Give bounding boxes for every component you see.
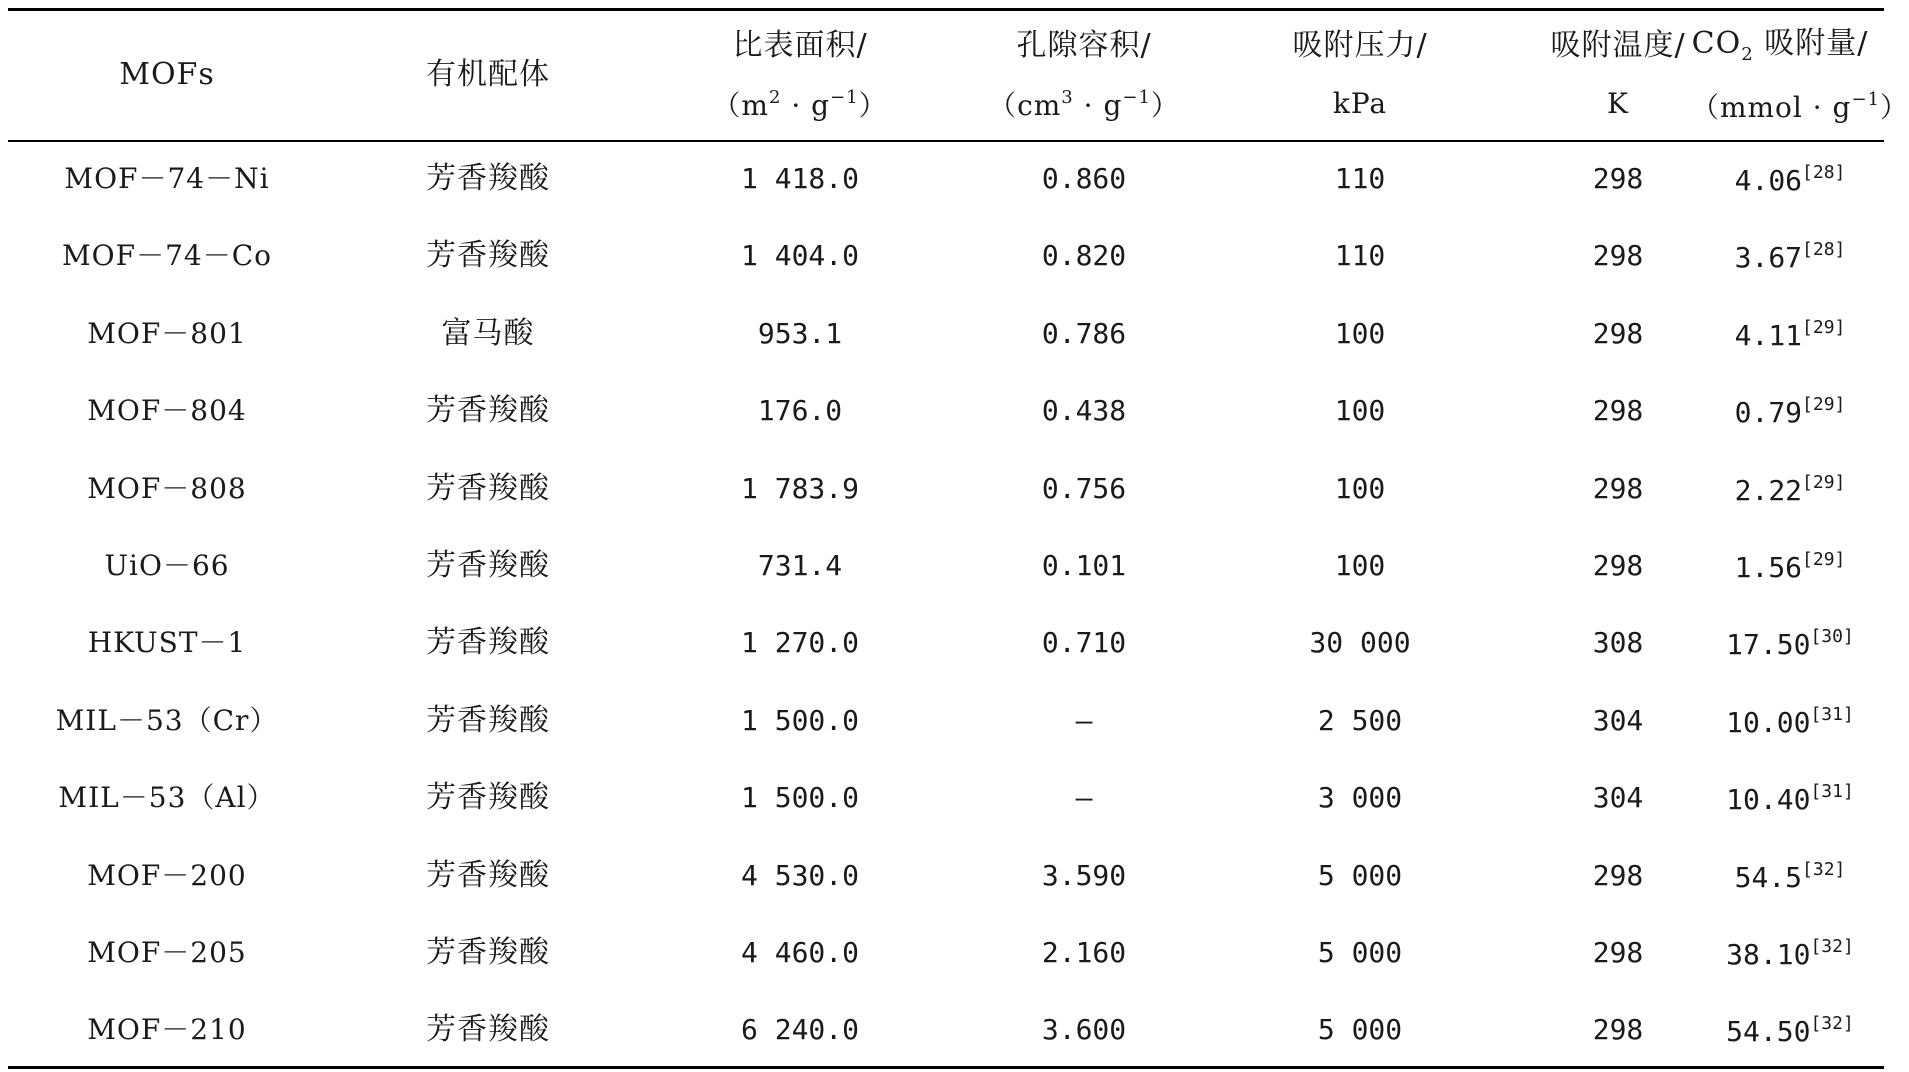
reference-citation: [29]	[1802, 393, 1846, 415]
co2-uptake-value: 4.06	[1734, 164, 1803, 197]
header-adsorption-pressure: 吸附压力/	[1292, 28, 1428, 63]
temperature-cell: 298	[1592, 394, 1644, 427]
co2-uptake-cell	[1734, 548, 1846, 585]
reference-citation: [29]	[1802, 548, 1846, 570]
surface-area-cell: 6 240.0	[740, 1013, 860, 1046]
co2-uptake-value: 2.22	[1734, 474, 1803, 507]
surface-area-cell: 1 404.0	[740, 239, 860, 272]
pressure-cell: 2 500	[1317, 704, 1403, 737]
co2-uptake-value: 54.5	[1734, 861, 1803, 894]
ligand-cell: 芳香羧酸	[426, 161, 550, 196]
pressure-cell: 100	[1334, 394, 1386, 427]
ligand-cell: 芳香羧酸	[426, 393, 550, 428]
header-adsorption-pressure-unit: kPa	[1332, 87, 1388, 120]
reference-citation: [29]	[1802, 316, 1846, 338]
pore-volume-cell: —	[1075, 704, 1093, 737]
pressure-cell: 3 000	[1317, 781, 1403, 814]
pressure-cell: 100	[1334, 317, 1386, 350]
header-pore-volume: 孔隙容积/	[1016, 28, 1152, 63]
co2-uptake-value: 4.11	[1734, 319, 1803, 352]
header-surface-area: 比表面积/	[732, 28, 868, 63]
co2-uptake-cell	[1726, 935, 1854, 972]
ligand-cell: 芳香羧酸	[426, 935, 550, 970]
surface-area-cell: 176.0	[757, 394, 843, 427]
co2-uptake-value: 3.67	[1734, 241, 1803, 274]
mof-name-cell: MIL－53（Al）	[58, 781, 276, 814]
header-adsorption-temperature-unit: K	[1607, 87, 1629, 120]
surface-area-cell: 731.4	[757, 549, 843, 582]
pressure-cell: 5 000	[1317, 1013, 1403, 1046]
co2-uptake-value: 54.50	[1726, 1015, 1811, 1048]
pore-volume-cell: 0.860	[1041, 162, 1127, 195]
mof-name-cell: MOF－200	[87, 859, 247, 892]
reference-citation: [31]	[1810, 780, 1854, 802]
pressure-cell: 30 000	[1309, 626, 1411, 659]
pore-volume-cell: 0.101	[1041, 549, 1127, 582]
surface-area-cell: 953.1	[757, 317, 843, 350]
temperature-cell: 304	[1592, 704, 1644, 737]
table-header-rule	[8, 140, 1884, 142]
temperature-cell: 298	[1592, 1013, 1644, 1046]
header-mofs: MOFs	[119, 57, 215, 92]
mof-name-cell: MOF－74－Co	[62, 239, 272, 272]
table-bottom-rule	[8, 1066, 1884, 1069]
ligand-cell: 芳香羧酸	[426, 471, 550, 506]
pore-volume-cell: 0.438	[1041, 394, 1127, 427]
temperature-cell: 298	[1592, 162, 1644, 195]
reference-citation: [32]	[1810, 1012, 1854, 1034]
pressure-cell: 100	[1334, 472, 1386, 505]
pore-volume-cell: 0.710	[1041, 626, 1127, 659]
pressure-cell: 5 000	[1317, 936, 1403, 969]
table-top-rule	[8, 8, 1884, 11]
ligand-cell: 芳香羧酸	[426, 858, 550, 893]
co2-uptake-value: 10.40	[1726, 783, 1811, 816]
pressure-cell: 110	[1334, 239, 1386, 272]
co2-uptake-value: 10.00	[1726, 706, 1811, 739]
co2-uptake-cell	[1734, 471, 1846, 508]
co2-uptake-cell	[1726, 625, 1854, 662]
temperature-cell: 298	[1592, 317, 1644, 350]
reference-citation: [29]	[1802, 471, 1846, 493]
co2-uptake-value: 0.79	[1734, 396, 1803, 429]
ligand-cell: 芳香羧酸	[426, 780, 550, 815]
surface-area-cell: 1 270.0	[740, 626, 860, 659]
ligand-cell: 富马酸	[441, 316, 535, 351]
reference-citation: [32]	[1810, 935, 1854, 957]
temperature-cell: 298	[1592, 859, 1644, 892]
co2-uptake-cell	[1726, 780, 1854, 817]
mof-name-cell: MOF－74－Ni	[64, 162, 270, 195]
header-ligand: 有机配体	[426, 57, 550, 92]
mof-name-cell: UiO－66	[104, 549, 230, 582]
ligand-cell: 芳香羧酸	[426, 625, 550, 660]
pressure-cell: 5 000	[1317, 859, 1403, 892]
reference-citation: [28]	[1802, 238, 1846, 260]
co2-uptake-value: 17.50	[1726, 628, 1811, 661]
temperature-cell: 298	[1592, 936, 1644, 969]
temperature-cell: 308	[1592, 626, 1644, 659]
co2-uptake-cell	[1734, 393, 1846, 430]
temperature-cell: 298	[1592, 472, 1644, 505]
surface-area-cell: 1 500.0	[740, 704, 860, 737]
pore-volume-cell: 0.820	[1041, 239, 1127, 272]
mof-name-cell: MOF－210	[87, 1013, 247, 1046]
mof-name-cell: MIL－53（Cr）	[55, 704, 279, 737]
surface-area-cell: 4 530.0	[740, 859, 860, 892]
reference-citation: [31]	[1810, 703, 1854, 725]
temperature-cell: 304	[1592, 781, 1644, 814]
ligand-cell: 芳香羧酸	[426, 238, 550, 273]
co2-uptake-cell	[1734, 238, 1846, 275]
temperature-cell: 298	[1592, 549, 1644, 582]
pressure-cell: 100	[1334, 549, 1386, 582]
mof-name-cell: HKUST－1	[87, 626, 247, 659]
pore-volume-cell: 2.160	[1041, 936, 1127, 969]
header-co2-uptake-unit: （mmol · $g^{-1}$）	[1690, 88, 1909, 124]
header-pore-volume-unit: $(cm^3 \cdot g^{-1})$	[988, 86, 1180, 122]
mof-name-cell: MOF－808	[87, 472, 247, 505]
pore-volume-cell: —	[1075, 781, 1093, 814]
reference-citation: [28]	[1802, 161, 1846, 183]
pore-volume-cell: 0.756	[1041, 472, 1127, 505]
pore-volume-cell: 3.590	[1041, 859, 1127, 892]
surface-area-cell: 1 783.9	[740, 472, 860, 505]
pore-volume-cell: 0.786	[1041, 317, 1127, 350]
pressure-cell: 110	[1334, 162, 1386, 195]
header-adsorption-temperature: 吸附温度/	[1550, 28, 1686, 63]
mof-name-cell: MOF－801	[87, 317, 247, 350]
co2-uptake-cell	[1734, 161, 1846, 198]
co2-uptake-value: 1.56	[1734, 551, 1803, 584]
co2-uptake-cell	[1726, 1012, 1854, 1049]
ligand-cell: 芳香羧酸	[426, 1012, 550, 1047]
ligand-cell: 芳香羧酸	[426, 703, 550, 738]
header-co2-uptake: $CO_2$ 吸附量/	[1691, 26, 1869, 65]
co2-uptake-cell	[1734, 316, 1846, 353]
reference-citation: [30]	[1810, 625, 1854, 647]
surface-area-cell: 4 460.0	[740, 936, 860, 969]
temperature-cell: 298	[1592, 239, 1644, 272]
surface-area-cell: 1 418.0	[740, 162, 860, 195]
header-surface-area-unit: $(m^2 \cdot g^{-1})$	[712, 86, 888, 122]
mof-name-cell: MOF－804	[87, 394, 247, 427]
pore-volume-cell: 3.600	[1041, 1013, 1127, 1046]
co2-uptake-value: 38.10	[1726, 938, 1811, 971]
ligand-cell: 芳香羧酸	[426, 548, 550, 583]
surface-area-cell: 1 500.0	[740, 781, 860, 814]
co2-uptake-cell	[1726, 703, 1854, 740]
co2-uptake-cell	[1734, 858, 1846, 895]
reference-citation: [32]	[1802, 858, 1846, 880]
mof-name-cell: MOF－205	[87, 936, 247, 969]
